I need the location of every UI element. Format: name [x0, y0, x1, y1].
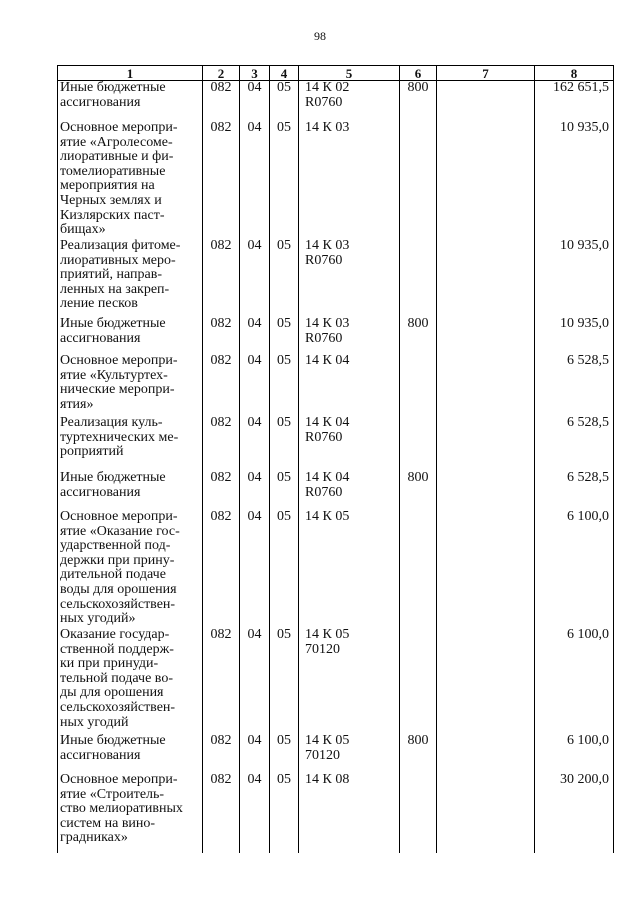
target-article-cell: [299, 317, 400, 354]
column-7-cell: [437, 416, 535, 471]
section-cell-text: 04: [247, 627, 262, 642]
section-cell-text: 04: [247, 415, 262, 430]
amount-cell-text: 162 651,5: [553, 80, 609, 95]
admin-code-cell-text: 082: [210, 509, 232, 524]
section-cell: [240, 354, 270, 416]
expense-type-cell: [400, 317, 437, 354]
row-name-cell-text: Реализация куль- туртехнических ме- роприятий: [60, 415, 179, 460]
target-article-cell-text: 14 К 03: [305, 120, 350, 135]
admin-code-cell-text: 082: [210, 733, 232, 748]
target-article-cell-text: 14 К 05 70120: [305, 733, 350, 763]
row-name-cell: [58, 121, 203, 239]
target-article-cell: [299, 81, 400, 122]
page-number: 98: [314, 29, 326, 43]
subsection-cell: [270, 81, 299, 122]
expense-type-cell: [400, 471, 437, 510]
subsection-cell: [270, 471, 299, 510]
column-7-cell: [437, 510, 535, 628]
section-cell: [240, 239, 270, 317]
row-name-cell-text: Реализация фитоме- лиоративных меро- приятий, направ- ленных на закреп- ление песков: [60, 238, 181, 312]
column-7-cell: [437, 239, 535, 317]
expense-type-cell-text: 800: [407, 316, 429, 331]
row-name-cell: [58, 773, 203, 853]
subsection-cell: [270, 121, 299, 239]
admin-code-cell: [203, 773, 240, 853]
row-name-cell: [58, 239, 203, 317]
admin-code-cell: [203, 81, 240, 122]
section-cell-text: 04: [247, 509, 262, 524]
subsection-cell-text: 05: [277, 80, 291, 95]
table-row: [58, 416, 614, 471]
column-header: 2: [203, 66, 240, 81]
table-row: [58, 628, 614, 734]
column-header: 5: [299, 66, 400, 81]
row-name-cell: [58, 317, 203, 354]
table-row: [58, 510, 614, 628]
row-name-cell-text: Иные бюджетные ассигнования: [60, 470, 166, 500]
admin-code-cell-text: 082: [210, 353, 232, 368]
row-name-cell: [58, 734, 203, 773]
expense-type-cell-text: 800: [407, 80, 429, 95]
section-cell: [240, 416, 270, 471]
column-7-cell: [437, 121, 535, 239]
amount-cell: [535, 317, 614, 354]
target-article-cell: [299, 239, 400, 317]
target-article-cell-text: 14 К 03 R0760: [305, 316, 350, 346]
subsection-cell: [270, 416, 299, 471]
row-name-cell-text: Основное меропри- ятие «Строитель- ство мелиоративных систем на вино- градниках»: [60, 772, 183, 846]
subsection-cell-text: 05: [277, 316, 291, 331]
amount-cell-text: 10 935,0: [560, 120, 609, 135]
section-cell: [240, 628, 270, 734]
subsection-cell: [270, 317, 299, 354]
expense-type-cell-text: 800: [407, 470, 429, 485]
amount-cell: [535, 734, 614, 773]
subsection-cell: [270, 628, 299, 734]
subsection-cell-text: 05: [277, 238, 291, 253]
amount-cell-text: 30 200,0: [560, 772, 609, 787]
subsection-cell-text: 05: [277, 120, 291, 135]
admin-code-cell-text: 082: [210, 470, 232, 485]
table-row: [58, 121, 614, 239]
amount-cell: [535, 121, 614, 239]
section-cell-text: 04: [247, 733, 262, 748]
column-header: 6: [400, 66, 437, 81]
target-article-cell-text: 14 К 04 R0760: [305, 470, 350, 500]
section-cell: [240, 81, 270, 122]
admin-code-cell: [203, 628, 240, 734]
expense-type-cell: [400, 354, 437, 416]
subsection-cell: [270, 354, 299, 416]
target-article-cell: [299, 734, 400, 773]
admin-code-cell-text: 082: [210, 238, 232, 253]
table-header-row: [58, 66, 614, 81]
row-name-cell-text: Оказание государ- ственной поддерж- ки при принуди- тельной подаче во- ды для орошения сельскохозяйствен- ных угодий: [60, 627, 176, 730]
admin-code-cell-text: 082: [210, 772, 232, 787]
amount-cell-text: 6 100,0: [567, 733, 609, 748]
admin-code-cell: [203, 121, 240, 239]
row-name-cell-text: Основное меропри- ятие «Культуртех- нические меропри- ятия»: [60, 353, 178, 412]
subsection-cell-text: 05: [277, 772, 291, 787]
expense-type-cell: [400, 734, 437, 773]
section-cell-text: 04: [247, 80, 262, 95]
section-cell: [240, 317, 270, 354]
amount-cell-text: 6 100,0: [567, 509, 609, 524]
subsection-cell-text: 05: [277, 627, 291, 642]
row-name-cell-text: Иные бюджетные ассигнования: [60, 80, 166, 110]
target-article-cell-text: 14 К 05: [305, 509, 350, 524]
table-row: [58, 734, 614, 773]
admin-code-cell: [203, 354, 240, 416]
section-cell-text: 04: [247, 238, 262, 253]
expense-type-cell: [400, 510, 437, 628]
table-row: [58, 317, 614, 354]
expense-type-cell: [400, 628, 437, 734]
column-header: 3: [240, 66, 270, 81]
column-7-cell: [437, 81, 535, 122]
amount-cell-text: 10 935,0: [560, 238, 609, 253]
amount-cell: [535, 471, 614, 510]
target-article-cell: [299, 354, 400, 416]
row-name-cell: [58, 510, 203, 628]
admin-code-cell: [203, 317, 240, 354]
expense-type-cell: [400, 81, 437, 122]
admin-code-cell-text: 082: [210, 120, 232, 135]
row-name-cell: [58, 416, 203, 471]
table-body: [58, 81, 614, 854]
amount-cell: [535, 510, 614, 628]
row-name-cell: [58, 354, 203, 416]
target-article-cell-text: 14 К 05 70120: [305, 627, 350, 657]
subsection-cell-text: 05: [277, 415, 291, 430]
admin-code-cell-text: 082: [210, 627, 232, 642]
admin-code-cell: [203, 734, 240, 773]
budget-table: [57, 65, 614, 853]
expense-type-cell: [400, 773, 437, 853]
amount-cell-text: 6 528,5: [567, 470, 609, 485]
section-cell-text: 04: [247, 353, 262, 368]
subsection-cell: [270, 734, 299, 773]
section-cell-text: 04: [247, 316, 262, 331]
row-name-cell-text: Иные бюджетные ассигнования: [60, 316, 166, 346]
subsection-cell-text: 05: [277, 733, 291, 748]
column-header: 8: [535, 66, 614, 81]
table-row: [58, 354, 614, 416]
section-cell-text: 04: [247, 120, 262, 135]
column-7-cell: [437, 773, 535, 853]
target-article-cell: [299, 773, 400, 853]
column-7-cell: [437, 628, 535, 734]
target-article-cell-text: 14 К 08: [305, 772, 350, 787]
amount-cell: [535, 239, 614, 317]
section-cell: [240, 734, 270, 773]
amount-cell-text: 6 528,5: [567, 415, 609, 430]
table-row: [58, 471, 614, 510]
amount-cell-text: 10 935,0: [560, 316, 609, 331]
section-cell: [240, 773, 270, 853]
amount-cell-text: 6 528,5: [567, 353, 609, 368]
target-article-cell: [299, 628, 400, 734]
row-name-cell-text: Иные бюджетные ассигнования: [60, 733, 166, 763]
amount-cell: [535, 416, 614, 471]
column-7-cell: [437, 317, 535, 354]
row-name-cell: [58, 628, 203, 734]
amount-cell: [535, 773, 614, 853]
column-header: 4: [270, 66, 299, 81]
expense-type-cell: [400, 416, 437, 471]
amount-cell: [535, 81, 614, 122]
subsection-cell: [270, 510, 299, 628]
expense-type-cell-text: 800: [407, 733, 429, 748]
section-cell: [240, 471, 270, 510]
target-article-cell-text: 14 К 04: [305, 353, 350, 368]
subsection-cell-text: 05: [277, 509, 291, 524]
column-header: 7: [437, 66, 535, 81]
target-article-cell: [299, 416, 400, 471]
target-article-cell: [299, 471, 400, 510]
admin-code-cell: [203, 239, 240, 317]
admin-code-cell-text: 082: [210, 316, 232, 331]
column-7-cell: [437, 734, 535, 773]
section-cell: [240, 121, 270, 239]
amount-cell: [535, 628, 614, 734]
row-name-cell: [58, 81, 203, 122]
admin-code-cell-text: 082: [210, 80, 232, 95]
target-article-cell-text: 14 К 04 R0760: [305, 415, 350, 445]
column-header: 1: [58, 66, 203, 81]
table-row: [58, 239, 614, 317]
section-cell-text: 04: [247, 772, 262, 787]
table-row: [58, 773, 614, 853]
target-article-cell-text: 14 К 02 R0760: [305, 80, 350, 110]
admin-code-cell: [203, 510, 240, 628]
column-7-cell: [437, 354, 535, 416]
target-article-cell-text: 14 К 03 R0760: [305, 238, 350, 268]
row-name-cell: [58, 471, 203, 510]
row-name-cell-text: Основное меропри- ятие «Оказание гос- ударственной под- держки при прину- дительной подаче воды для орошения сельскохозяйствен- ных угодий»: [60, 509, 180, 627]
amount-cell: [535, 354, 614, 416]
section-cell: [240, 510, 270, 628]
section-cell-text: 04: [247, 470, 262, 485]
admin-code-cell-text: 082: [210, 415, 232, 430]
expense-type-cell: [400, 121, 437, 239]
table-row: [58, 81, 614, 122]
admin-code-cell: [203, 471, 240, 510]
expense-type-cell: [400, 239, 437, 317]
target-article-cell: [299, 121, 400, 239]
amount-cell-text: 6 100,0: [567, 627, 609, 642]
row-name-cell-text: Основное меропри- ятие «Агролесоме- лиоративные и фи- томелиоративные мероприятия на Черных землях и Кизлярских паст- бищах»: [60, 120, 178, 238]
column-7-cell: [437, 471, 535, 510]
subsection-cell-text: 05: [277, 470, 291, 485]
subsection-cell: [270, 239, 299, 317]
admin-code-cell: [203, 416, 240, 471]
target-article-cell: [299, 510, 400, 628]
subsection-cell-text: 05: [277, 353, 291, 368]
subsection-cell: [270, 773, 299, 853]
